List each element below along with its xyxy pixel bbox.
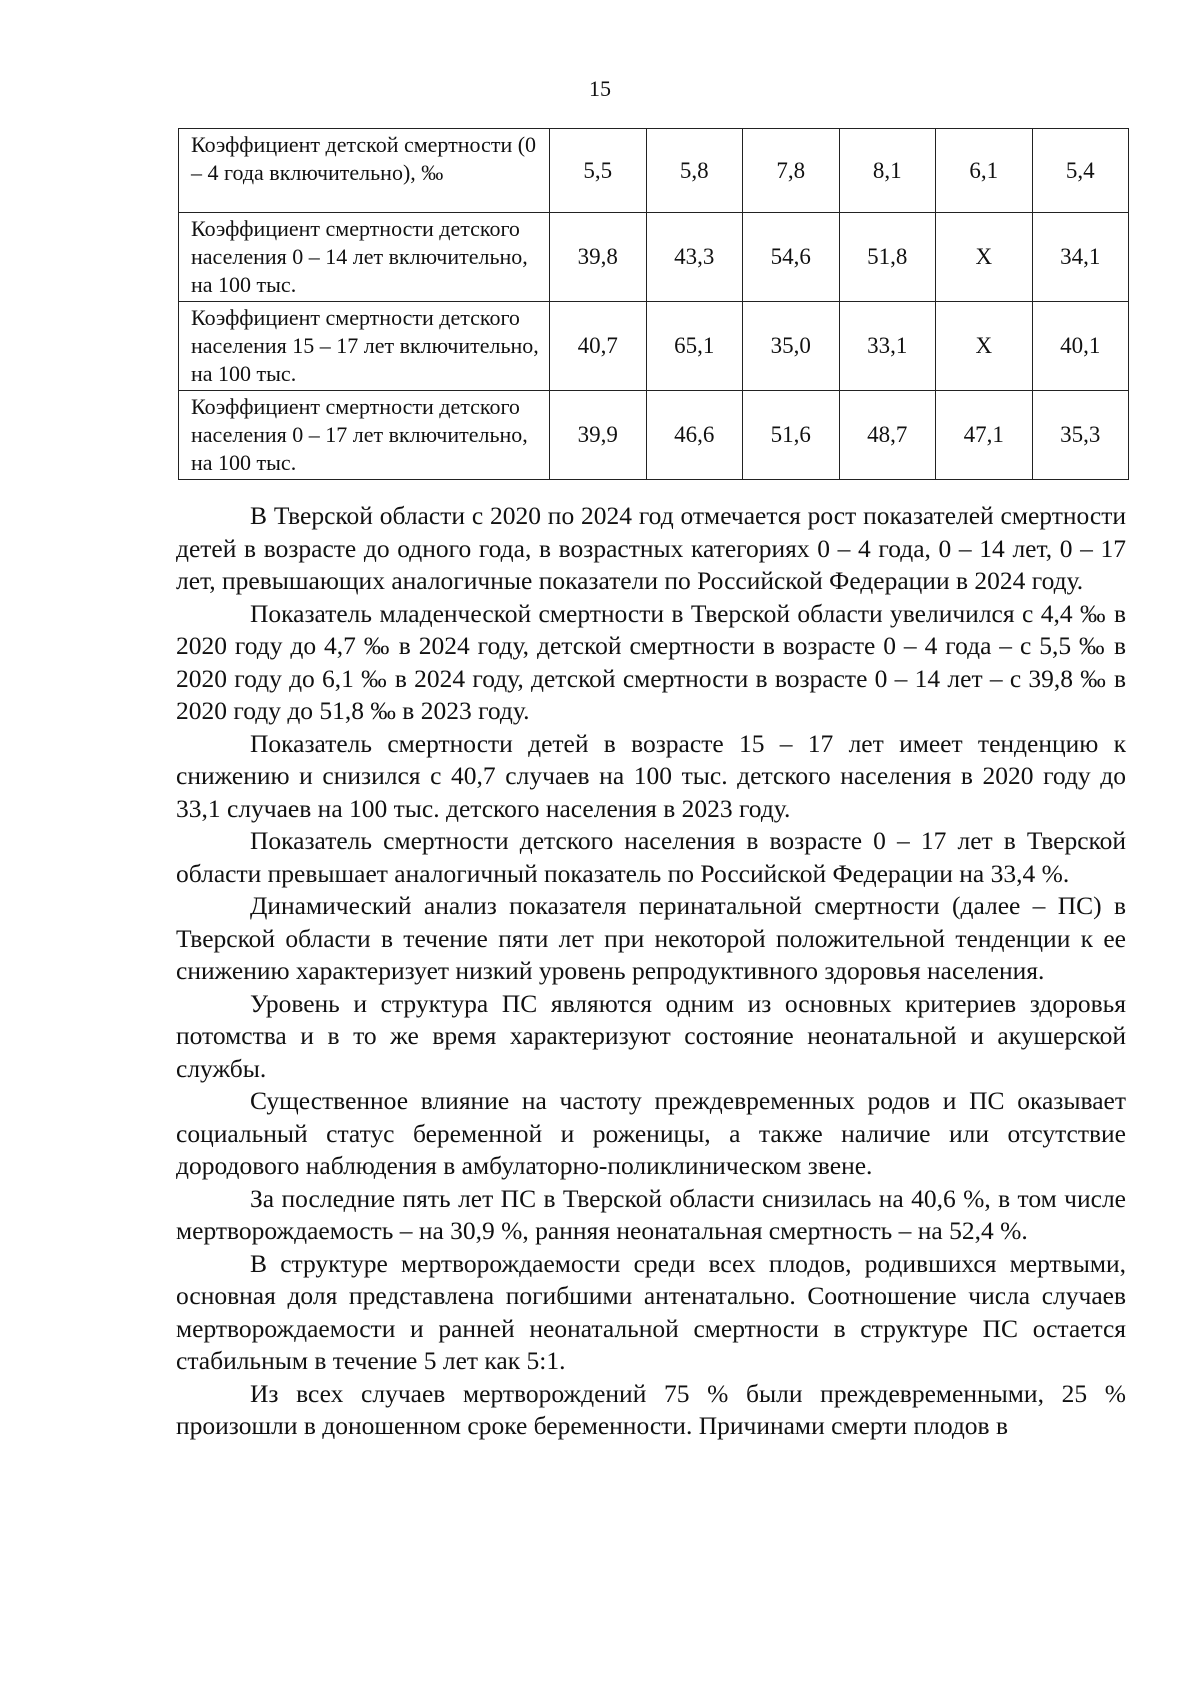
table-row [179, 213, 1129, 302]
table-cell: 46,6 [646, 391, 743, 480]
paragraph: В Тверской области с 2020 по 2024 год отмечается рост показателей смертности детей в возрасте до одного года, в возрастных категориях 0 – 4 года, 0 – 14 лет, 0 – 17 лет, превышающих аналогичные показатели по Российской Федерации в 2024 году. [176, 501, 1126, 595]
paragraph: Уровень и структура ПС являются одним из основных критериев здоровья потомства и в то же время характеризуют состояние неонатальной и акушерской службы. [176, 988, 1126, 1083]
table-cell: 35,3 [1032, 391, 1129, 480]
paragraph: За последние пять лет ПС в Тверской области снизилась на 40,6 %, в том числе мертворождаемость – на 30,9 %, ранняя неонатальная смертность – на 52,4 %. [176, 1183, 1126, 1245]
table-cell: 5,8 [646, 129, 743, 213]
table-cell: 65,1 [646, 302, 743, 391]
paragraph: Динамический анализ показателя перинатальной смертности (далее – ПС) в Тверской области в течение пяти лет при некоторой положительной тенденции к ее снижению характеризует низкий уровень репродуктивного здоровья населения. [176, 891, 1126, 985]
table-row [179, 129, 1129, 213]
paragraph: В структуре мертворождаемости среди всех плодов, родившихся мертвыми, основная доля представлена погибшими антенатально. Соотношение числа случаев мертворождаемости и ранней неонатальной смертности в структуре ПС остается стабильным в течение 5 лет как 5:1. [176, 1248, 1126, 1375]
paragraph: Показатель младенческой смертности в Тверской области увеличился с 4,4 ‰ в 2020 году до 4,7 ‰ в 2024 году, детской смертности в возрасте 0 – 4 года – с 5,5 ‰ в 2020 году до 6,1 ‰ в 2024 году, детской смертности в возрасте 0 – 14 лет – с 39,8 ‰ в 2020 году до 51,8 ‰ в 2023 году. [176, 598, 1126, 725]
table-cell: 5,4 [1032, 129, 1129, 213]
table-cell: 39,8 [550, 213, 647, 302]
table-cell: 54,6 [743, 213, 840, 302]
table-cell: 34,1 [1032, 213, 1129, 302]
row-label: Коэффициент смертности детского населения 0 – 14 лет включительно, на 100 тыс. [179, 213, 550, 302]
table-cell: 7,8 [743, 129, 840, 213]
table-cell: 33,1 [839, 302, 936, 391]
table-row [179, 391, 1129, 480]
table-row [179, 302, 1129, 391]
statistics-table [178, 128, 1129, 480]
row-label: Коэффициент детской смертности (0 – 4 года включительно), ‰ [179, 129, 550, 213]
table-cell: Х [936, 213, 1033, 302]
table-cell: 6,1 [936, 129, 1033, 213]
table-cell: 40,1 [1032, 302, 1129, 391]
table-cell: 35,0 [743, 302, 840, 391]
body-text [176, 500, 1126, 1443]
paragraph: Показатель смертности детского населения в возрасте 0 – 17 лет в Тверской области превышает аналогичный показатель по Российской Федерации на 33,4 %. [176, 826, 1126, 888]
paragraph: Из всех случаев мертворождений 75 % были преждевременными, 25 % произошли в доношенном сроке беременности. Причинами смерти плодов в [176, 1378, 1126, 1440]
table-cell: 43,3 [646, 213, 743, 302]
table-cell: 48,7 [839, 391, 936, 480]
table-cell: 47,1 [936, 391, 1033, 480]
table-cell: 51,8 [839, 213, 936, 302]
row-label: Коэффициент смертности детского населения 15 – 17 лет включительно, на 100 тыс. [179, 302, 550, 391]
table-cell: 51,6 [743, 391, 840, 480]
table-cell: 8,1 [839, 129, 936, 213]
table-cell: 39,9 [550, 391, 647, 480]
table-cell: 5,5 [550, 129, 647, 213]
table-cell: Х [936, 302, 1033, 391]
paragraph: Показатель смертности детей в возрасте 15 – 17 лет имеет тенденцию к снижению и снизился с 40,7 случаев на 100 тыс. детского населения в 2020 году до 33,1 случаев на 100 тыс. детского населения в 2023 году. [176, 728, 1126, 823]
page-number: 15 [589, 76, 611, 101]
paragraph: Существенное влияние на частоту преждевременных родов и ПС оказывает социальный статус беременной и роженицы, а также наличие или отсутствие дородового наблюдения в амбулаторно-поликлиническом звене. [176, 1086, 1126, 1180]
row-label: Коэффициент смертности детского населения 0 – 17 лет включительно, на 100 тыс. [179, 391, 550, 480]
table-cell: 40,7 [550, 302, 647, 391]
